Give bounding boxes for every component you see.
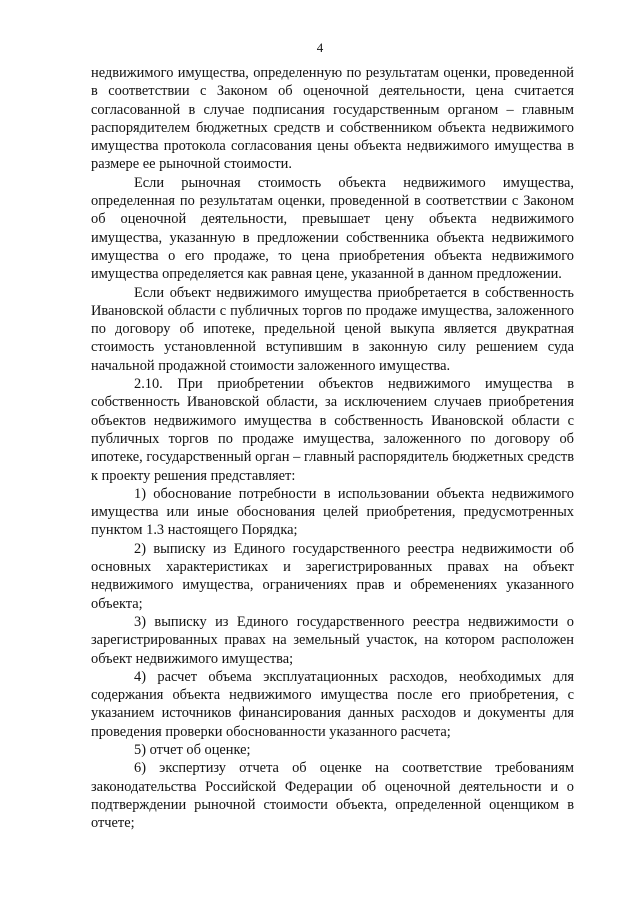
paragraph-section-2-10: 2.10. При приобретении объектов недвижимого имущества в собственность Ивановской области, за исключением случаев приобретения объектов недвижимого имущества в собственность Ивановской области с публичных торгов по продаже имущества, заложенного по договору об ипотеке, государственный орган – главный распорядитель бюджетных средств к проекту решения представляет: bbox=[91, 376, 574, 484]
list-item-1: 1) обоснование потребности в использовании объекта недвижимого имущества или иные обоснования целей приобретения, предусмотренных пунктом 1.3 настоящего Порядка; bbox=[91, 485, 574, 539]
document-body bbox=[91, 64, 574, 832]
list-item-6: 6) экспертизу отчета об оценке на соответствие требованиям законодательства Российской Федерации об оценочной деятельности и о подтверждении рыночной стоимости объекта, определенной оценщиком в отчете; bbox=[91, 760, 574, 832]
list-item-2: 2) выписку из Единого государственного реестра недвижимости об основных характеристиках и зарегистрированных правах на объект недвижимого имущества, ограничениях прав и обременениях указанного объекта; bbox=[91, 540, 574, 612]
page-number: 4 bbox=[316, 40, 324, 55]
list-item-4: 4) расчет объема эксплуатационных расходов, необходимых для содержания объекта недвижимого имущества после его приобретения, с указанием источников финансирования данных расходов и документы для проведения проверки обоснованности указанного расчета; bbox=[91, 668, 574, 740]
list-item-3: 3) выписку из Единого государственного реестра недвижимости о зарегистрированных правах на земельный участок, на котором расположен объект недвижимого имущества; bbox=[91, 613, 574, 667]
list-item-5: 5) отчет об оценке; bbox=[134, 741, 251, 758]
paragraph-public-auction: Если объект недвижимого имущества приобретается в собственность Ивановской области с публичных торгов по продаже имущества, заложенного по договору об ипотеке, предельной ценой выкупа является двукратная стоимость установленной вступившим в законную силу решением суда начальной продажной стоимости заложенного имущества. bbox=[91, 284, 574, 374]
paragraph-continuation: недвижимого имущества, определенную по результатам оценки, проведенной в соответствии с Законом об оценочной деятельности, цена считается согласованной в случае подписания государственным органом – главным распорядителем бюджетных средств и собственником объекта недвижимого имущества протокола согласования цены объекта недвижимого имущества в размере ее рыночной стоимости. bbox=[91, 65, 574, 173]
paragraph-market-value: Если рыночная стоимость объекта недвижимого имущества, определенная по результатам оценки, проведенной в соответствии с Законом об оценочной деятельности, превышает цену объекта недвижимого имущества, указанную в предложении собственника объекта недвижимого имущества о его продаже, то цена приобретения объекта недвижимого имущества определяется как равная цене, указанной в данном предложении. bbox=[91, 174, 574, 283]
